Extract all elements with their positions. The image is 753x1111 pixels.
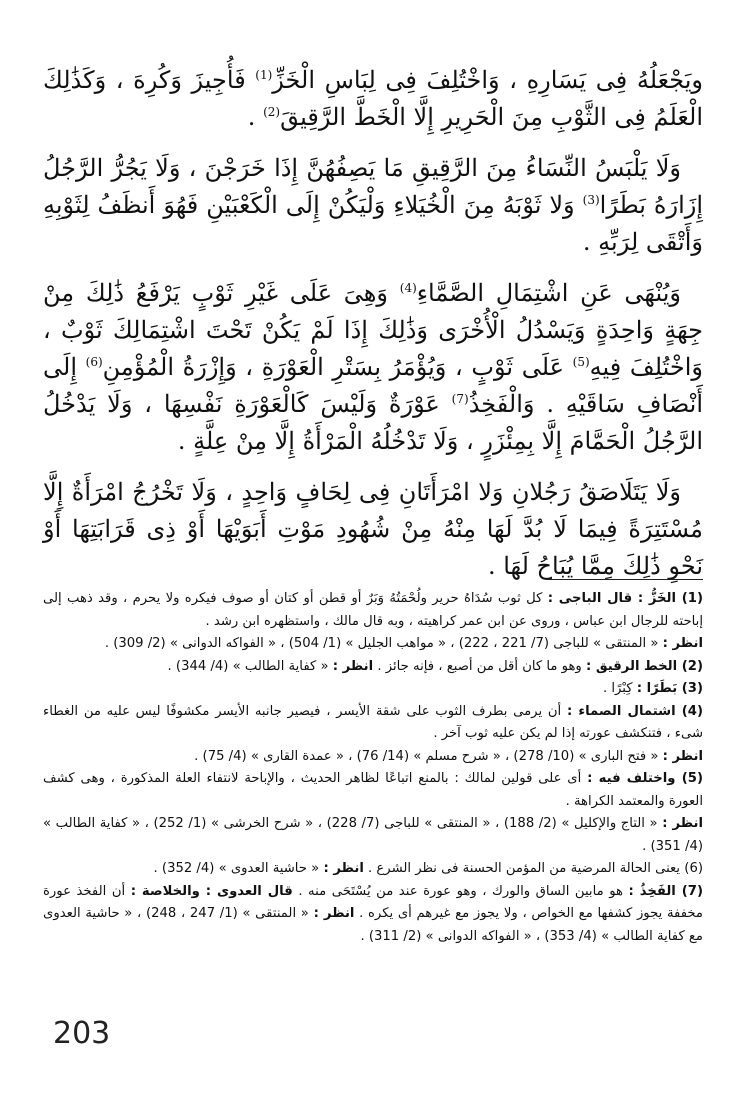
footnote-ref-5: (5)	[572, 355, 590, 369]
paragraph-1: ويَجْعَلُهُ فِى يَسَارِهِ ، وَاخْتُلِفَ فِى لِبَاسِ الْخَزِّ$^{(1)}$ فَأُجِيزَ وَكُرِهَ ، وَكَذَٰلِكَ الْعَلَمُ فِى الثَّوْبِ مِنَ الْحَرِيرِ إِلَّا الْخَطَّ الرَّقِيقَ$^{(2)}$ .	[43, 66, 703, 131]
footnote-7: (7) الفَخِذُ : هو مابين الساق والورك ، وهو عورة عند من يُسْتَحَى منه . قال العدوى : والخلاصة : أن الفخذ عورة مخففة يجوز كشفها مع الخواص ، ولا يجوز مع غيرهم أى يكره . انظر : « المنتقى » (1/ 247 ، 248) ، « حاشية العدوى مع كفاية الطالب » (4/ 353) ، « الفواكه الدوانى » (2/ 311) .	[43, 883, 704, 944]
footnote-ref-4: (4)	[399, 281, 417, 295]
footnote-4-ref: انظر : « فتح البارى » (10/ 278) ، « شرح مسلم » (14/ 76) ، « عمدة القارى » (4/ 75) .	[194, 748, 703, 764]
page-number: 203	[53, 1016, 111, 1051]
footnote-2: (2) الخط الرقيق : وهو ما كان أقل من أصبع ، فإنه جائز . انظر : « كفاية الطالب » (4/ 344) .	[167, 658, 703, 674]
footnote-1-ref: انظر : « المنتقى » للباجى (7/ 221 ، 222) ، « مواهب الجليل » (1/ 504) ، « الفواكه الدوانى » (2/ 309) .	[104, 636, 703, 651]
footnote-ref-6: (6)	[85, 355, 103, 369]
footnote-5: (5) واختلف فيه : أى على قولين لمالك : بالمنع اتباعًا لظاهر الحديث ، والإباحة لانتفاء العلة المذكورة ، وهى كشف العورة والمعتمد الكراهة .	[43, 771, 703, 809]
footnote-4: (4) اشتمال الصماء : أن يرمى بطرف الثوب على شقة الأيسر ، فيصير جانبه الأيسر مكشوفًا ليس عليه من الغطاء شىء ، فتنكشف عورته إذا لم يكن عليه ثوب آخر .	[43, 703, 703, 741]
paragraph-3: وَيُنْهَى عَنِ اشْتِمَالِ الصَّمَّاءِ$^{(4)}$ وَهِىَ عَلَى غَيْرِ ثَوْبٍ يَرْفَعُ ذَٰلِكَ مِنْ جِهَةٍ وَاحِدَةٍ وَيَسْدُلُ الْأُخْرَى وَذَٰلِكَ إِذَا لَمْ يَكُنْ تَحْتَ اشْتِمَالِكَ ثَوْبٌ ، وَاخْتُلِفَ فِيهِ$^{(5)}$ عَلَى ثَوْبٍ ، وَيُؤْمَرُ بِسَتْرِ الْعَوْرَةِ ، وَإِزْرَةُ الْمُؤْمِنِ$^{(6)}$ إِلَى أَنْصَافِ سَاقَيْهِ . وَالْفَخِذُ$^{(7)}$ عَوْرَةٌ وَلَيْسَ كَالْعَوْرَةِ نَفْسِهَا ، وَلَا يَدْخُلُ الرَّجُلُ الْحَمَّامَ إِلَّا بِمِئْزَرٍ ، وَلَا تَدْخُلُهُ الْمَرْأَةُ إِلَّا مِنْ عِلَّةٍ .	[43, 279, 704, 455]
footnote-ref-7: (7)	[451, 392, 469, 406]
paragraph-2: وَلَا يَلْبَسُ النِّسَاءُ مِنَ الرَّقِيقِ مَا يَصِفُهُنَّ إِذَا خَرَجْنَ ، وَلَا يَجُرُّ الرَّجُلُ إِزَارَهُ بَطَرًا$^{(3)}$ وَلا ثَوْبَهُ مِنَ الْخُيَلاءِ وَلْيَكُنْ إِلَى الْكَعْبَيْنِ فَهُوَ أَنظَفُ لِثَوْبِهِ وَأَتْقَى لِرَبِّهِ .	[43, 154, 703, 256]
footnote-ref-1: (1)	[255, 68, 273, 82]
footnote-divider	[546, 579, 703, 580]
footnote-3: (3) بَطَرًا : كِبْرًا .	[602, 681, 703, 696]
footnote-6: (6) يعنى الحالة المرضية من المؤمن الحسنة فى نظر الشرع . انظر : « حاشية العدوى » (4/ 352) .	[153, 861, 703, 876]
footnote-ref-3: (3)	[582, 193, 600, 207]
footnote-1: (1) الخَزُّ : قال الباجى : كل ثوب سُدَاهُ حرير ولُحْمَتُهُ وَبَرٌ أو قطن أو كتان أو صوف فيكره ولا يحرم ، وقد ذهب إلى إباحته للرجال ابن عباس ، وروى عن ابن عمر كراهيته ، وبه قال مالك ، واستظهره ابن رشد .	[43, 591, 703, 629]
paragraph-4: وَلَا يَتَلَاصَقُ رَجُلانِ وَلا امْرَأَتَانِ فِى لِحَافٍ وَاحِدٍ ، وَلَا تَخْرُجُ امْرَأَةٌ إِلَّا مُسْتَتِرَةً فِيمَا لَا بُدَّ لَهَا مِنْهُ مِنْ شُهُودِ مَوْتِ أَبَوَيْهَا أَوْ ذِى قَرَابَتِهَا أَوْ نَحْوِ ذَٰلِكَ مِمَّا يُبَاحُ لَهَا .	[43, 478, 703, 580]
footnote-5-ref: انظر : « التاج والإكليل » (2/ 188) ، « المنتقى » للباجى (7/ 228) ، « شرح الخرشى » (1/ 252) ، « كفاية الطالب » (4/ 351) .	[43, 816, 703, 854]
main-text	[43, 62, 703, 599]
footnotes	[43, 588, 703, 948]
footnote-ref-2: (2)	[263, 105, 281, 119]
